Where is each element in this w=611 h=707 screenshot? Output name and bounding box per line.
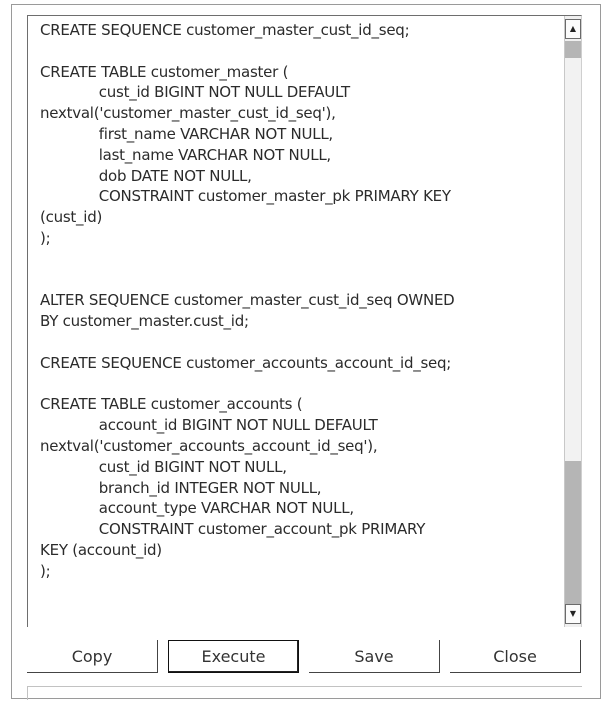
vertical-scrollbar[interactable] xyxy=(564,16,581,627)
status-bar xyxy=(27,686,582,700)
sql-editor[interactable] xyxy=(27,15,582,627)
button-row xyxy=(27,640,582,673)
scroll-up-icon[interactable]: ▲ xyxy=(565,19,581,39)
sql-text[interactable]: CREATE SEQUENCE customer_master_cust_id_seq; CREATE TABLE customer_master ( cust_id BIGINT NOT NULL DEFAULT nextval('customer_master_cust_id_seq'), first_name VARCHAR NOT NULL, last_name VARCHAR NOT NULL, dob DATE NOT NULL, CONSTRAINT customer_master_pk PRIMARY KEY (cust_id) ); ALTER SEQUENCE customer_master_cust_id_seq OWNED BY customer_master.cust_id; CREATE SEQUENCE customer_accounts_account_id_seq; CREATE TABLE customer_accounts ( account_id BIGINT NOT NULL DEFAULT nextval('customer_accounts_account_id_seq'), cust_id BIGINT NOT NULL, branch_id INTEGER NOT NULL, account_type VARCHAR NOT NULL, CONSTRAINT customer_account_pk PRIMARY KEY (account_id) ); xyxy=(40,21,455,580)
scrollbar-page-area-top[interactable] xyxy=(565,41,581,58)
save-button[interactable]: Save xyxy=(309,640,440,673)
close-button[interactable]: Close xyxy=(450,640,581,673)
execute-button[interactable]: Execute xyxy=(168,640,299,673)
scrollbar-thumb[interactable] xyxy=(565,58,581,461)
copy-button[interactable]: Copy xyxy=(27,640,158,673)
scroll-down-icon[interactable]: ▼ xyxy=(565,604,581,624)
scrollbar-page-area-bottom[interactable] xyxy=(565,461,581,604)
